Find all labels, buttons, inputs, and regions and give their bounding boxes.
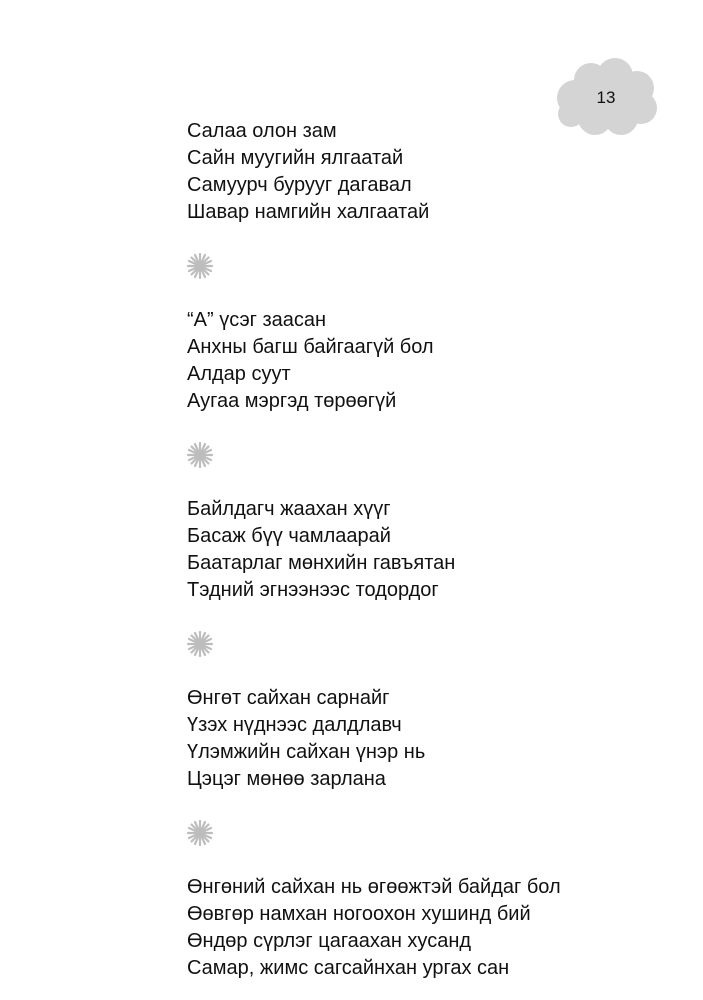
poem-line: Үлэмжийн сайхан үнэр нь xyxy=(187,741,426,763)
poem-line: Баатарлаг мөнхийн гавъятан xyxy=(187,552,456,574)
stanza-separator xyxy=(187,793,657,874)
poem-line: Сайн муугийн ялгаатай xyxy=(187,147,404,169)
stanza-separator xyxy=(187,415,657,496)
stanza-separator xyxy=(187,604,657,685)
poem-line: Өөвгөр намхан ногоохон хушинд бий xyxy=(187,903,531,925)
starburst-icon xyxy=(187,820,213,846)
poem-line: Тэдний эгнээнээс тодордог xyxy=(187,579,439,601)
poem-line: Үзэх нүднээс далдлавч xyxy=(187,714,402,736)
poem-line: Өнгөний сайхан нь өгөөжтэй байдаг бол xyxy=(187,876,561,898)
starburst-icon xyxy=(187,253,213,279)
poem xyxy=(187,118,657,982)
stanza-2 xyxy=(187,307,657,415)
poem-line: Салаа олон зам xyxy=(187,120,337,142)
stanza-5 xyxy=(187,874,657,982)
poem-line: Алдар суут xyxy=(187,363,291,385)
starburst-icon xyxy=(187,631,213,657)
poem-line: Самар, жимс сагсайнхан ургах сан xyxy=(187,957,510,979)
stanza-3 xyxy=(187,496,657,604)
poem-line: Цэцэг мөнөө зарлана xyxy=(187,768,386,790)
page-number: 13 xyxy=(596,88,616,107)
poem-line: Байлдагч жаахан хүүг xyxy=(187,498,391,520)
stanza-4 xyxy=(187,685,657,793)
poem-line: Өндөр сүрлэг цагаахан хусанд xyxy=(187,930,472,952)
poem-line: Аугаа мэргэд төрөөгүй xyxy=(187,390,397,412)
stanza-1 xyxy=(187,118,657,226)
poem-line: Өнгөт сайхан сарнайг xyxy=(187,687,390,709)
poem-line: Самуурч бурууг дагавал xyxy=(187,174,412,196)
poem-line: Шавар намгийн халгаатай xyxy=(187,201,430,223)
stanza-separator xyxy=(187,226,657,307)
poem-line: “А” үсэг заасан xyxy=(187,309,327,331)
poem-line: Анхны багш байгаагүй бол xyxy=(187,336,434,358)
poem-line: Басаж бүү чамлаарай xyxy=(187,525,391,547)
starburst-icon xyxy=(187,442,213,468)
